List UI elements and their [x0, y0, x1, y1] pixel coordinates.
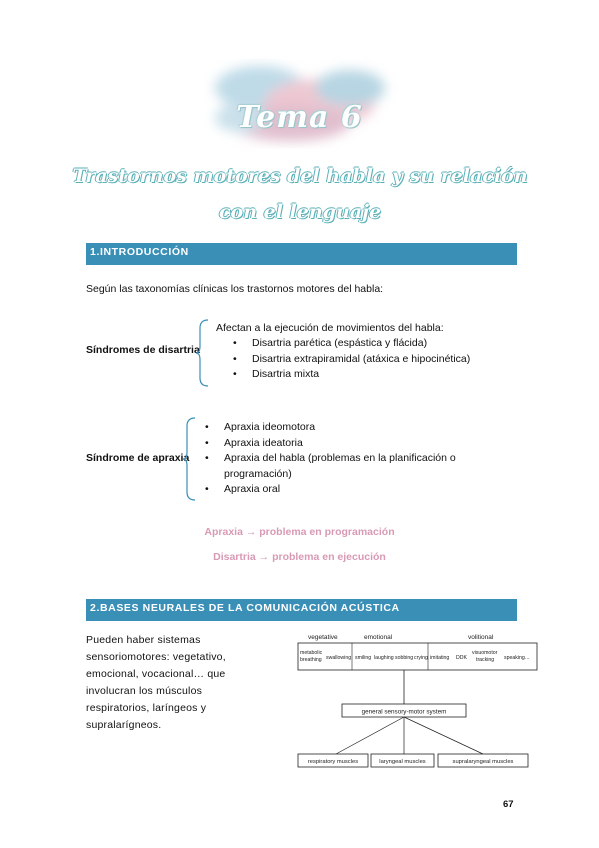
svg-text:metabolic: metabolic: [300, 650, 323, 656]
section2-paragraph: Pueden haber sistemas sensoriomotores: vegetativo, emocional, vocacional… que involucran los músculos respiratorios, laríngeos y supralarígneos.: [86, 634, 226, 731]
list-item: • Apraxia ideomotora: [196, 420, 486, 436]
apraxia-label: Síndrome de apraxia: [86, 452, 190, 464]
page-number: 67: [503, 799, 514, 810]
behavior-label: laughing: [374, 655, 394, 661]
subtitle-line-1: Trastornos motores del habla y su relación: [72, 165, 528, 187]
behavior-label: imitating: [430, 655, 450, 661]
center-label: general sensory-motor system: [361, 708, 447, 716]
behavior-label: sobbing: [395, 655, 414, 661]
behavior-label: swallowing: [326, 655, 352, 661]
disartria-label: Síndromes de disartria: [86, 344, 200, 356]
list-item: • Disartria parética (espástica y flácida): [224, 336, 524, 352]
behavior-label: crying: [414, 655, 428, 661]
output-label: supralaryngeal muscles: [452, 759, 514, 765]
section-title: 1.INTRODUCCIÓN: [90, 246, 189, 258]
section-header-introduccion: [86, 243, 517, 265]
disartria-list: [224, 336, 524, 383]
behavior-label: ...: [525, 655, 530, 661]
note-apraxia: Apraxia → problema en programación: [204, 526, 395, 538]
svg-text:visuomotor: visuomotor: [472, 650, 498, 656]
disartria-lead: Afectan a la ejecución de movimientos del habla:: [216, 322, 444, 334]
output-label: laryngeal muscles: [379, 759, 426, 765]
behavior-label: breathing: [300, 657, 322, 663]
brace-apraxia: [183, 416, 197, 502]
section-header-bases-neurales: [86, 599, 517, 621]
category-label: volitional: [468, 634, 494, 641]
output-label: respiratory muscles: [307, 759, 359, 765]
svg-text:tracking: tracking: [476, 657, 495, 663]
sensory-motor-diagram: [296, 630, 539, 773]
behavior-label: speaking: [504, 655, 525, 661]
list-item: • Disartria mixta: [224, 367, 524, 383]
note-disartria: Disartria → problema en ejecución: [213, 551, 386, 563]
list-item: • Apraxia ideatoria: [196, 436, 486, 452]
behavior-label: smiling: [355, 655, 372, 661]
section-title: 2.BASES NEURALES DE LA COMUNICACIÓN ACÚSTICA: [90, 602, 400, 614]
behavior-label: DDK: [456, 655, 467, 661]
category-label: vegetative: [308, 634, 338, 641]
list-item: • Disartria extrapiramidal (atáxica e hipocinética): [224, 352, 524, 368]
list-item: • Apraxia oral: [196, 482, 486, 498]
intro-text: Según las taxonomías clínicas los trastornos motores del habla:: [86, 283, 384, 295]
apraxia-list: [196, 420, 486, 498]
list-item: • Apraxia del habla (problemas en la planificación o programación): [196, 451, 486, 482]
brace-disartria: [196, 318, 210, 388]
page-title: Tema 6: [236, 100, 363, 135]
category-label: emotional: [364, 634, 393, 641]
subtitle-line-2: con el lenguaje: [218, 201, 382, 223]
